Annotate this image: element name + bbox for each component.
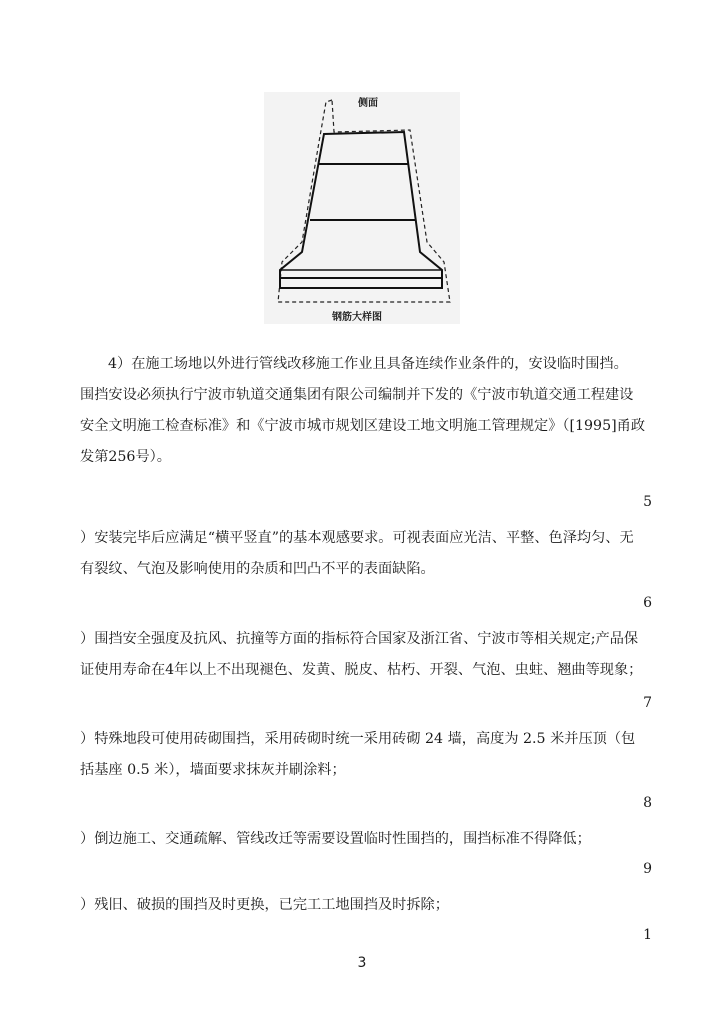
text-line: ）围挡安全强度及抗风、抗撞等方面的指标符合国家及浙江省、宁波市等相关规定;产品保 — [80, 631, 639, 647]
item-number: 9 — [643, 861, 652, 877]
text-line: ）残旧、破损的围挡及时更换，已完工工地围挡及时拆除； — [80, 897, 449, 913]
item-6 — [80, 626, 650, 688]
text-line: 发第256号）。 — [80, 449, 171, 465]
figure-caption: 钢筋大样图 — [332, 312, 382, 323]
figure-label-side: 侧面 — [358, 98, 378, 109]
text-line: ）倒边施工、交通疏解、管线改迁等需要设置临时性围挡的，围挡标准不得降低； — [80, 831, 591, 847]
item-5 — [80, 525, 650, 587]
text-line: 4）在施工场地以外进行管线改移施工作业且具备连续作业条件的，安设临时围挡。 — [108, 356, 628, 372]
text-line: ）特殊地段可使用砖砌围挡，采用砖砌时统一采用砖砌 24 墙，高度为 2.5 米并压顶（包 — [80, 731, 636, 747]
paragraph-4 — [80, 351, 650, 475]
page-number: 3 — [357, 955, 367, 971]
item-number: 5 — [643, 494, 652, 510]
barrier-side-view-drawing — [264, 92, 460, 324]
text-line: 括基座 0.5 米），墙面要求抹灰并刷涂料； — [80, 762, 346, 778]
item-9 — [80, 892, 650, 923]
text-line: ）安装完毕后应满足“横平竖直”的基本观感要求。可视表面应光洁、平整、色泽均匀、无 — [80, 530, 634, 546]
item-7 — [80, 726, 650, 788]
rebar-detail-figure — [264, 92, 460, 324]
text-line: 安全文明施工检查标准》和《宁波市城市规划区建设工地文明施工管理规定》（[1995]甬政 — [80, 418, 646, 434]
dashed-outline — [278, 100, 450, 302]
item-number: 7 — [643, 695, 652, 711]
text-line: 有裂纹、气泡及影响使用的杂质和凹凸不平的表面缺陷。 — [80, 561, 435, 577]
item-number: 6 — [643, 595, 652, 611]
item-number: 8 — [643, 795, 652, 811]
text-line: 证使用寿命在4年以上不出现褪色、发黄、脱皮、枯朽、开裂、气泡、虫蛀、翘曲等现象； — [80, 662, 643, 678]
text-line: 围挡安设必须执行宁波市轨道交通集团有限公司编制并下发的《宁波市轨道交通工程建设 — [80, 387, 634, 403]
item-number: 1 — [643, 927, 652, 943]
item-8 — [80, 826, 650, 857]
barrier-body — [280, 132, 442, 288]
